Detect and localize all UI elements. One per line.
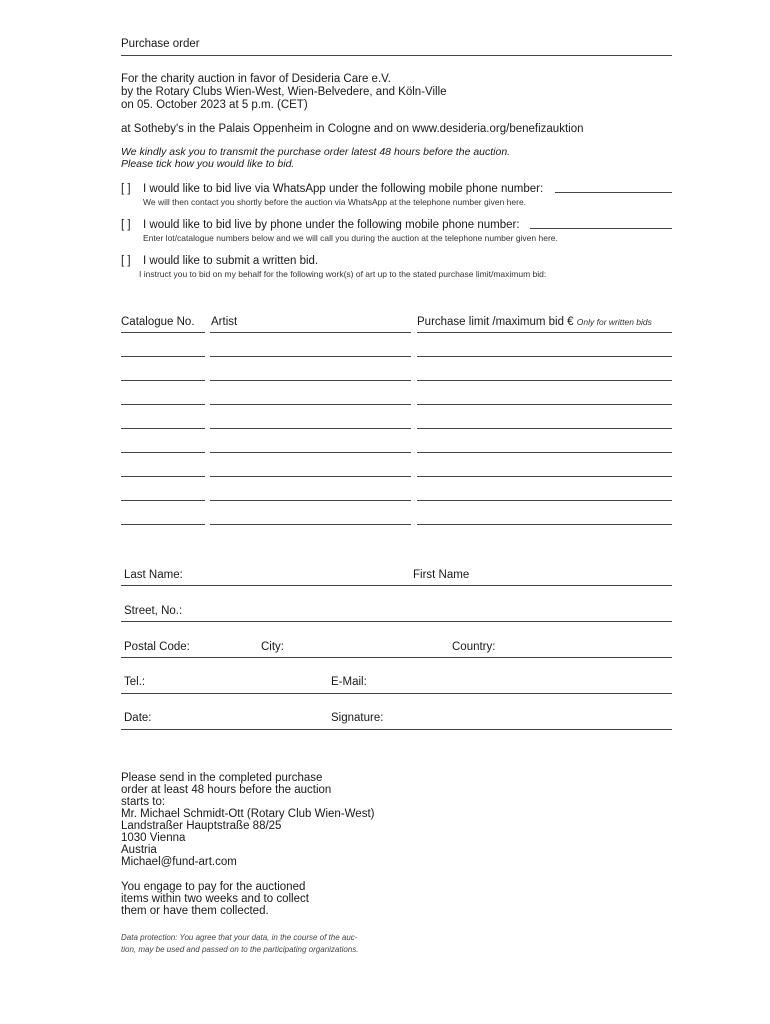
artist-cell[interactable] bbox=[210, 452, 411, 453]
col-limit-header bbox=[417, 316, 652, 329]
page-title: Purchase order bbox=[121, 38, 200, 50]
checkbox-whatsapp[interactable]: [ ] bbox=[121, 183, 131, 195]
send-to-address: Please send in the completed purchase order at least 48 hours before the auction starts to: Mr. Michael Schmidt-Ott (Rotary Club Wien-West) Landstraßer Hauptstraße 88/25 1030 Vienna Austria Michael@fund-art.com bbox=[121, 772, 375, 868]
request-line-1: We kindly ask you to transmit the purchase order latest 48 hours before the auction. bbox=[121, 146, 511, 158]
header-divider bbox=[121, 55, 672, 56]
limit-cell[interactable] bbox=[417, 356, 672, 357]
tel-label: Tel.: bbox=[124, 676, 146, 688]
name-field-line[interactable] bbox=[121, 585, 672, 586]
address-field-line[interactable] bbox=[121, 657, 672, 658]
intro-line-1: For the charity auction in favor of Desideria Care e.V. bbox=[121, 73, 391, 85]
payment-terms: You engage to pay for the auctioned items within two weeks and to collect them or have them collected. bbox=[121, 881, 309, 917]
col-artist-header: Artist bbox=[211, 316, 238, 328]
venue-text: at Sotheby's in the Palais Oppenheim in Cologne and on www.desideria.org/benefizauktion bbox=[121, 123, 584, 135]
intro-line-2: by the Rotary Clubs Wien-West, Wien-Belvedere, and Köln-Ville bbox=[121, 86, 447, 98]
option-written-label: I would like to submit a written bid. bbox=[143, 255, 319, 267]
col-catalogue-header: Catalogue No. bbox=[121, 316, 195, 328]
phone-number-field[interactable] bbox=[530, 228, 672, 229]
option-whatsapp[interactable] bbox=[121, 183, 543, 196]
col-limit-label: Purchase limit /maximum bid € bbox=[417, 316, 574, 328]
street-label: Street, No.: bbox=[124, 605, 183, 617]
intro-line-3: on 05. October 2023 at 5 p.m. (CET) bbox=[121, 99, 308, 111]
city-label: City: bbox=[261, 641, 284, 653]
email-label: E-Mail: bbox=[331, 676, 367, 688]
limit-cell[interactable] bbox=[417, 380, 672, 381]
catalogue-cell[interactable] bbox=[121, 380, 205, 381]
header-underline-artist bbox=[210, 332, 411, 333]
checkbox-phone[interactable]: [ ] bbox=[121, 219, 131, 231]
artist-cell[interactable] bbox=[210, 404, 411, 405]
signature-field-line[interactable] bbox=[121, 729, 672, 730]
option-written-note: I instruct you to bid on my behalf for the following work(s) of art up to the stated purchase limit/maximum bid: bbox=[139, 269, 547, 279]
limit-cell[interactable] bbox=[417, 476, 672, 477]
country-label: Country: bbox=[452, 641, 496, 653]
data-protection-note: Data protection: You agree that your data, in the course of the auc- tion, may be used and passed on to the participating organizations. bbox=[121, 933, 359, 954]
header-underline-limit bbox=[417, 332, 672, 333]
col-limit-note: Only for written bids bbox=[576, 317, 652, 327]
postal-code-label: Postal Code: bbox=[124, 641, 190, 653]
limit-cell[interactable] bbox=[417, 428, 672, 429]
header-underline-catalogue bbox=[121, 332, 205, 333]
catalogue-cell[interactable] bbox=[121, 452, 205, 453]
artist-cell[interactable] bbox=[210, 500, 411, 501]
option-phone-label: I would like to bid live by phone under the following mobile phone number: bbox=[143, 219, 520, 231]
catalogue-cell[interactable] bbox=[121, 428, 205, 429]
catalogue-cell[interactable] bbox=[121, 524, 205, 525]
date-label: Date: bbox=[124, 712, 152, 724]
option-phone-note: Enter lot/catalogue numbers below and we will call you during the auction at the telephone number given here. bbox=[143, 233, 558, 243]
first-name-label: First Name bbox=[413, 569, 470, 581]
last-name-label: Last Name: bbox=[124, 569, 183, 581]
artist-cell[interactable] bbox=[210, 380, 411, 381]
option-phone[interactable] bbox=[121, 219, 520, 232]
catalogue-cell[interactable] bbox=[121, 356, 205, 357]
limit-cell[interactable] bbox=[417, 500, 672, 501]
artist-cell[interactable] bbox=[210, 356, 411, 357]
whatsapp-number-field[interactable] bbox=[555, 192, 672, 193]
limit-cell[interactable] bbox=[417, 524, 672, 525]
limit-cell[interactable] bbox=[417, 404, 672, 405]
catalogue-cell[interactable] bbox=[121, 476, 205, 477]
option-whatsapp-note: We will then contact you shortly before the auction via WhatsApp at the telephone number given here. bbox=[143, 197, 527, 207]
artist-cell[interactable] bbox=[210, 476, 411, 477]
request-line-2: Please tick how you would like to bid. bbox=[121, 158, 295, 170]
limit-cell[interactable] bbox=[417, 452, 672, 453]
contact-field-line[interactable] bbox=[121, 693, 672, 694]
checkbox-written[interactable]: [ ] bbox=[121, 255, 131, 267]
option-whatsapp-label: I would like to bid live via WhatsApp under the following mobile phone number: bbox=[143, 183, 544, 195]
catalogue-cell[interactable] bbox=[121, 500, 205, 501]
artist-cell[interactable] bbox=[210, 524, 411, 525]
artist-cell[interactable] bbox=[210, 428, 411, 429]
catalogue-cell[interactable] bbox=[121, 404, 205, 405]
signature-label: Signature: bbox=[331, 712, 384, 724]
option-written[interactable] bbox=[121, 255, 318, 268]
street-field-line[interactable] bbox=[121, 621, 672, 622]
